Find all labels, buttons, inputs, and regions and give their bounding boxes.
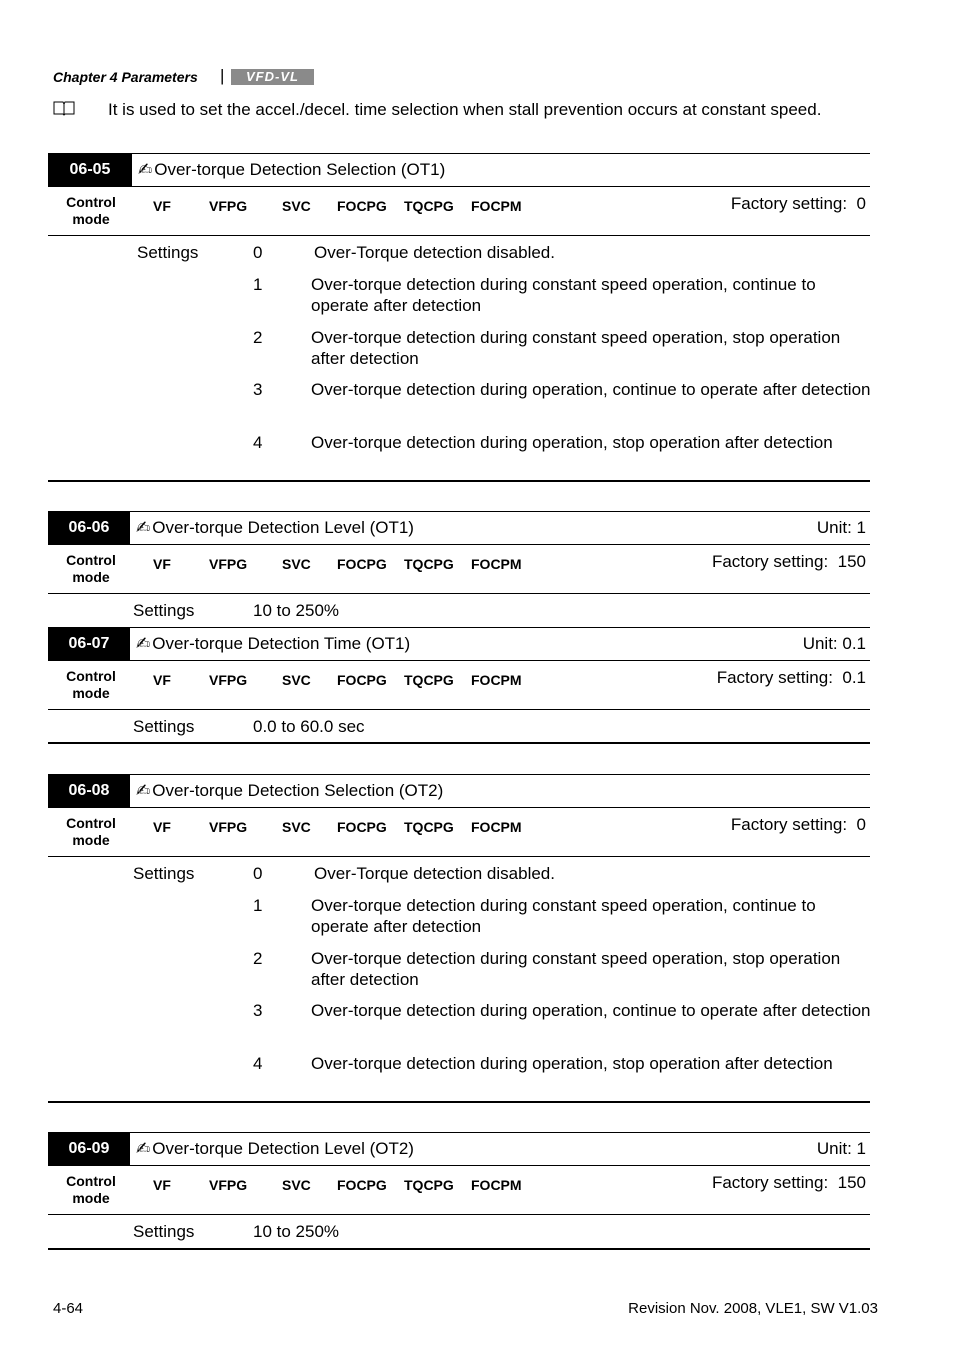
control-mode-label-line: Control — [66, 552, 116, 568]
control-mode-svc: SVC — [282, 819, 311, 835]
rule — [48, 1214, 870, 1215]
control-mode-vfpg: VFPG — [209, 819, 248, 835]
control-mode-vfpg: VFPG — [209, 1177, 248, 1193]
parameter-unit: Unit: 0.1 — [802, 634, 866, 653]
control-mode-label-line: Control — [66, 194, 116, 210]
control-mode-svc: SVC — [282, 672, 311, 688]
factory-setting: Factory setting: 0 — [730, 194, 866, 213]
rule — [48, 709, 870, 710]
settings-label: Settings — [137, 243, 199, 262]
header-separator: | — [220, 66, 225, 85]
control-mode-label-line: Control — [66, 668, 116, 684]
factory-setting: Factory setting: 150 — [711, 552, 866, 571]
setting-value: 2 — [253, 949, 263, 968]
setting-description: Over-Torque detection disabled. — [314, 864, 555, 883]
control-mode-label-line: mode — [72, 1190, 110, 1206]
parameter-name-text: Over-torque Detection Selection (OT1) — [154, 160, 446, 179]
factory-setting: Factory setting: 150 — [711, 1173, 866, 1192]
control-mode-label — [52, 552, 130, 586]
setting-description: Over-torque detection during operation, stop operation after detection — [311, 1054, 833, 1073]
setting-description: Over-torque detection during constant speed operation, continue to operate after detection — [311, 275, 816, 315]
parameter-name — [138, 160, 445, 180]
parameter-name — [136, 781, 443, 801]
control-mode-vf: VF — [153, 672, 171, 688]
setting-value: 4 — [253, 433, 263, 452]
rule — [48, 856, 870, 857]
control-mode-focpm: FOCPM — [471, 198, 522, 214]
parameter-name — [136, 1139, 414, 1159]
rule — [48, 1165, 870, 1166]
parameter-name — [136, 634, 410, 654]
settings-label: Settings — [133, 717, 195, 736]
setting-value: 0 — [253, 243, 263, 262]
control-mode-vf: VF — [153, 198, 171, 214]
control-mode-focpg: FOCPG — [337, 1177, 387, 1193]
parameter-name-text: Over-torque Detection Selection (OT2) — [152, 781, 444, 800]
pen-icon: ✍ — [136, 634, 151, 653]
page-number: 4-64 — [53, 1300, 84, 1317]
control-mode-tqcpg: TQCPG — [404, 1177, 454, 1193]
rule — [48, 480, 870, 482]
revision-info: Revision Nov. 2008, VLE1, SW V1.03 — [628, 1300, 878, 1317]
rule — [48, 774, 870, 775]
rule — [48, 627, 870, 628]
control-mode-vf: VF — [153, 819, 171, 835]
setting-value: 3 — [253, 1001, 263, 1020]
setting-description: Over-Torque detection disabled. — [314, 243, 555, 262]
control-mode-tqcpg: TQCPG — [404, 198, 454, 214]
setting-value: 0 — [253, 864, 263, 883]
control-mode-svc: SVC — [282, 198, 311, 214]
rule — [48, 153, 870, 154]
factory-setting: Factory setting: 0 — [730, 815, 866, 834]
control-mode-label — [52, 815, 130, 849]
control-mode-focpg: FOCPG — [337, 819, 387, 835]
rule — [48, 235, 870, 236]
rule — [48, 742, 870, 744]
control-mode-svc: SVC — [282, 556, 311, 572]
control-mode-label-line: mode — [72, 685, 110, 701]
control-mode-label-line: Control — [66, 815, 116, 831]
pen-icon: ✍ — [136, 781, 151, 800]
setting-description: Over-torque detection during constant speed operation, stop operation after detection — [311, 949, 841, 989]
control-mode-svc: SVC — [282, 1177, 311, 1193]
setting-description: Over-torque detection during constant speed operation, stop operation after detection — [311, 328, 841, 368]
parameter-number: 06-08 — [48, 775, 130, 807]
control-mode-focpg: FOCPG — [337, 556, 387, 572]
setting-value: 4 — [253, 1054, 263, 1073]
control-mode-vf: VF — [153, 1177, 171, 1193]
rule — [48, 511, 870, 512]
parameter-number: 06-06 — [48, 512, 130, 544]
setting-value: 1 — [253, 896, 263, 915]
parameter-number: 06-07 — [48, 628, 130, 660]
rule — [48, 1248, 870, 1250]
control-mode-label-line: Control — [66, 1173, 116, 1189]
parameter-name-text: Over-torque Detection Time (OT1) — [152, 634, 411, 653]
control-mode-focpm: FOCPM — [471, 556, 522, 572]
parameter-name-text: Over-torque Detection Level (OT1) — [152, 518, 414, 537]
rule — [48, 660, 870, 661]
control-mode-label — [52, 194, 130, 228]
settings-label: Settings — [133, 1222, 195, 1241]
control-mode-vf: VF — [153, 556, 171, 572]
control-mode-label-line: mode — [72, 569, 110, 585]
settings-label: Settings — [133, 864, 195, 883]
parameter-number: 06-09 — [48, 1133, 130, 1165]
control-mode-focpm: FOCPM — [471, 672, 522, 688]
rule — [48, 544, 870, 545]
control-mode-vfpg: VFPG — [209, 198, 248, 214]
parameter-name-text: Over-torque Detection Level (OT2) — [152, 1139, 414, 1158]
control-mode-vfpg: VFPG — [209, 672, 248, 688]
control-mode-label-line: mode — [72, 832, 110, 848]
rule — [48, 186, 870, 187]
settings-label: Settings — [133, 601, 195, 620]
parameter-name — [136, 518, 414, 538]
setting-description: Over-torque detection during constant speed operation, continue to operate after detection — [311, 896, 816, 936]
setting-value: 3 — [253, 380, 263, 399]
book-icon — [53, 100, 75, 116]
control-mode-focpg: FOCPG — [337, 198, 387, 214]
control-mode-focpm: FOCPM — [471, 819, 522, 835]
rule — [48, 593, 870, 594]
control-mode-focpm: FOCPM — [471, 1177, 522, 1193]
control-mode-tqcpg: TQCPG — [404, 819, 454, 835]
parameter-unit: Unit: 1 — [816, 1139, 866, 1158]
control-mode-tqcpg: TQCPG — [404, 672, 454, 688]
parameter-number: 06-05 — [48, 154, 132, 186]
setting-description: Over-torque detection during operation, continue to operate after detection — [311, 1001, 871, 1020]
rule — [48, 1132, 870, 1133]
pen-icon: ✍ — [136, 518, 151, 537]
product-logo: VFD-VL — [231, 69, 314, 85]
factory-setting: Factory setting: 0.1 — [716, 668, 866, 687]
setting-description: Over-torque detection during operation, stop operation after detection — [311, 433, 833, 452]
pen-icon: ✍ — [136, 1139, 151, 1158]
parameter-unit: Unit: 1 — [816, 518, 866, 537]
rule — [48, 1101, 870, 1103]
control-mode-label-line: mode — [72, 211, 110, 227]
note-text: It is used to set the accel./decel. time selection when stall prevention occurs at constant speed. — [108, 100, 822, 119]
control-mode-label — [52, 1173, 130, 1207]
setting-range: 0.0 to 60.0 sec — [253, 717, 365, 736]
setting-description: Over-torque detection during operation, continue to operate after detection — [311, 380, 871, 399]
control-mode-label — [52, 668, 130, 702]
control-mode-vfpg: VFPG — [209, 556, 248, 572]
setting-range: 10 to 250% — [253, 1222, 340, 1241]
control-mode-focpg: FOCPG — [337, 672, 387, 688]
chapter-title: Chapter 4 Parameters — [53, 69, 198, 85]
rule — [48, 807, 870, 808]
pen-icon: ✍ — [138, 160, 153, 179]
setting-range: 10 to 250% — [253, 601, 340, 620]
setting-value: 1 — [253, 275, 263, 294]
setting-value: 2 — [253, 328, 263, 347]
control-mode-tqcpg: TQCPG — [404, 556, 454, 572]
